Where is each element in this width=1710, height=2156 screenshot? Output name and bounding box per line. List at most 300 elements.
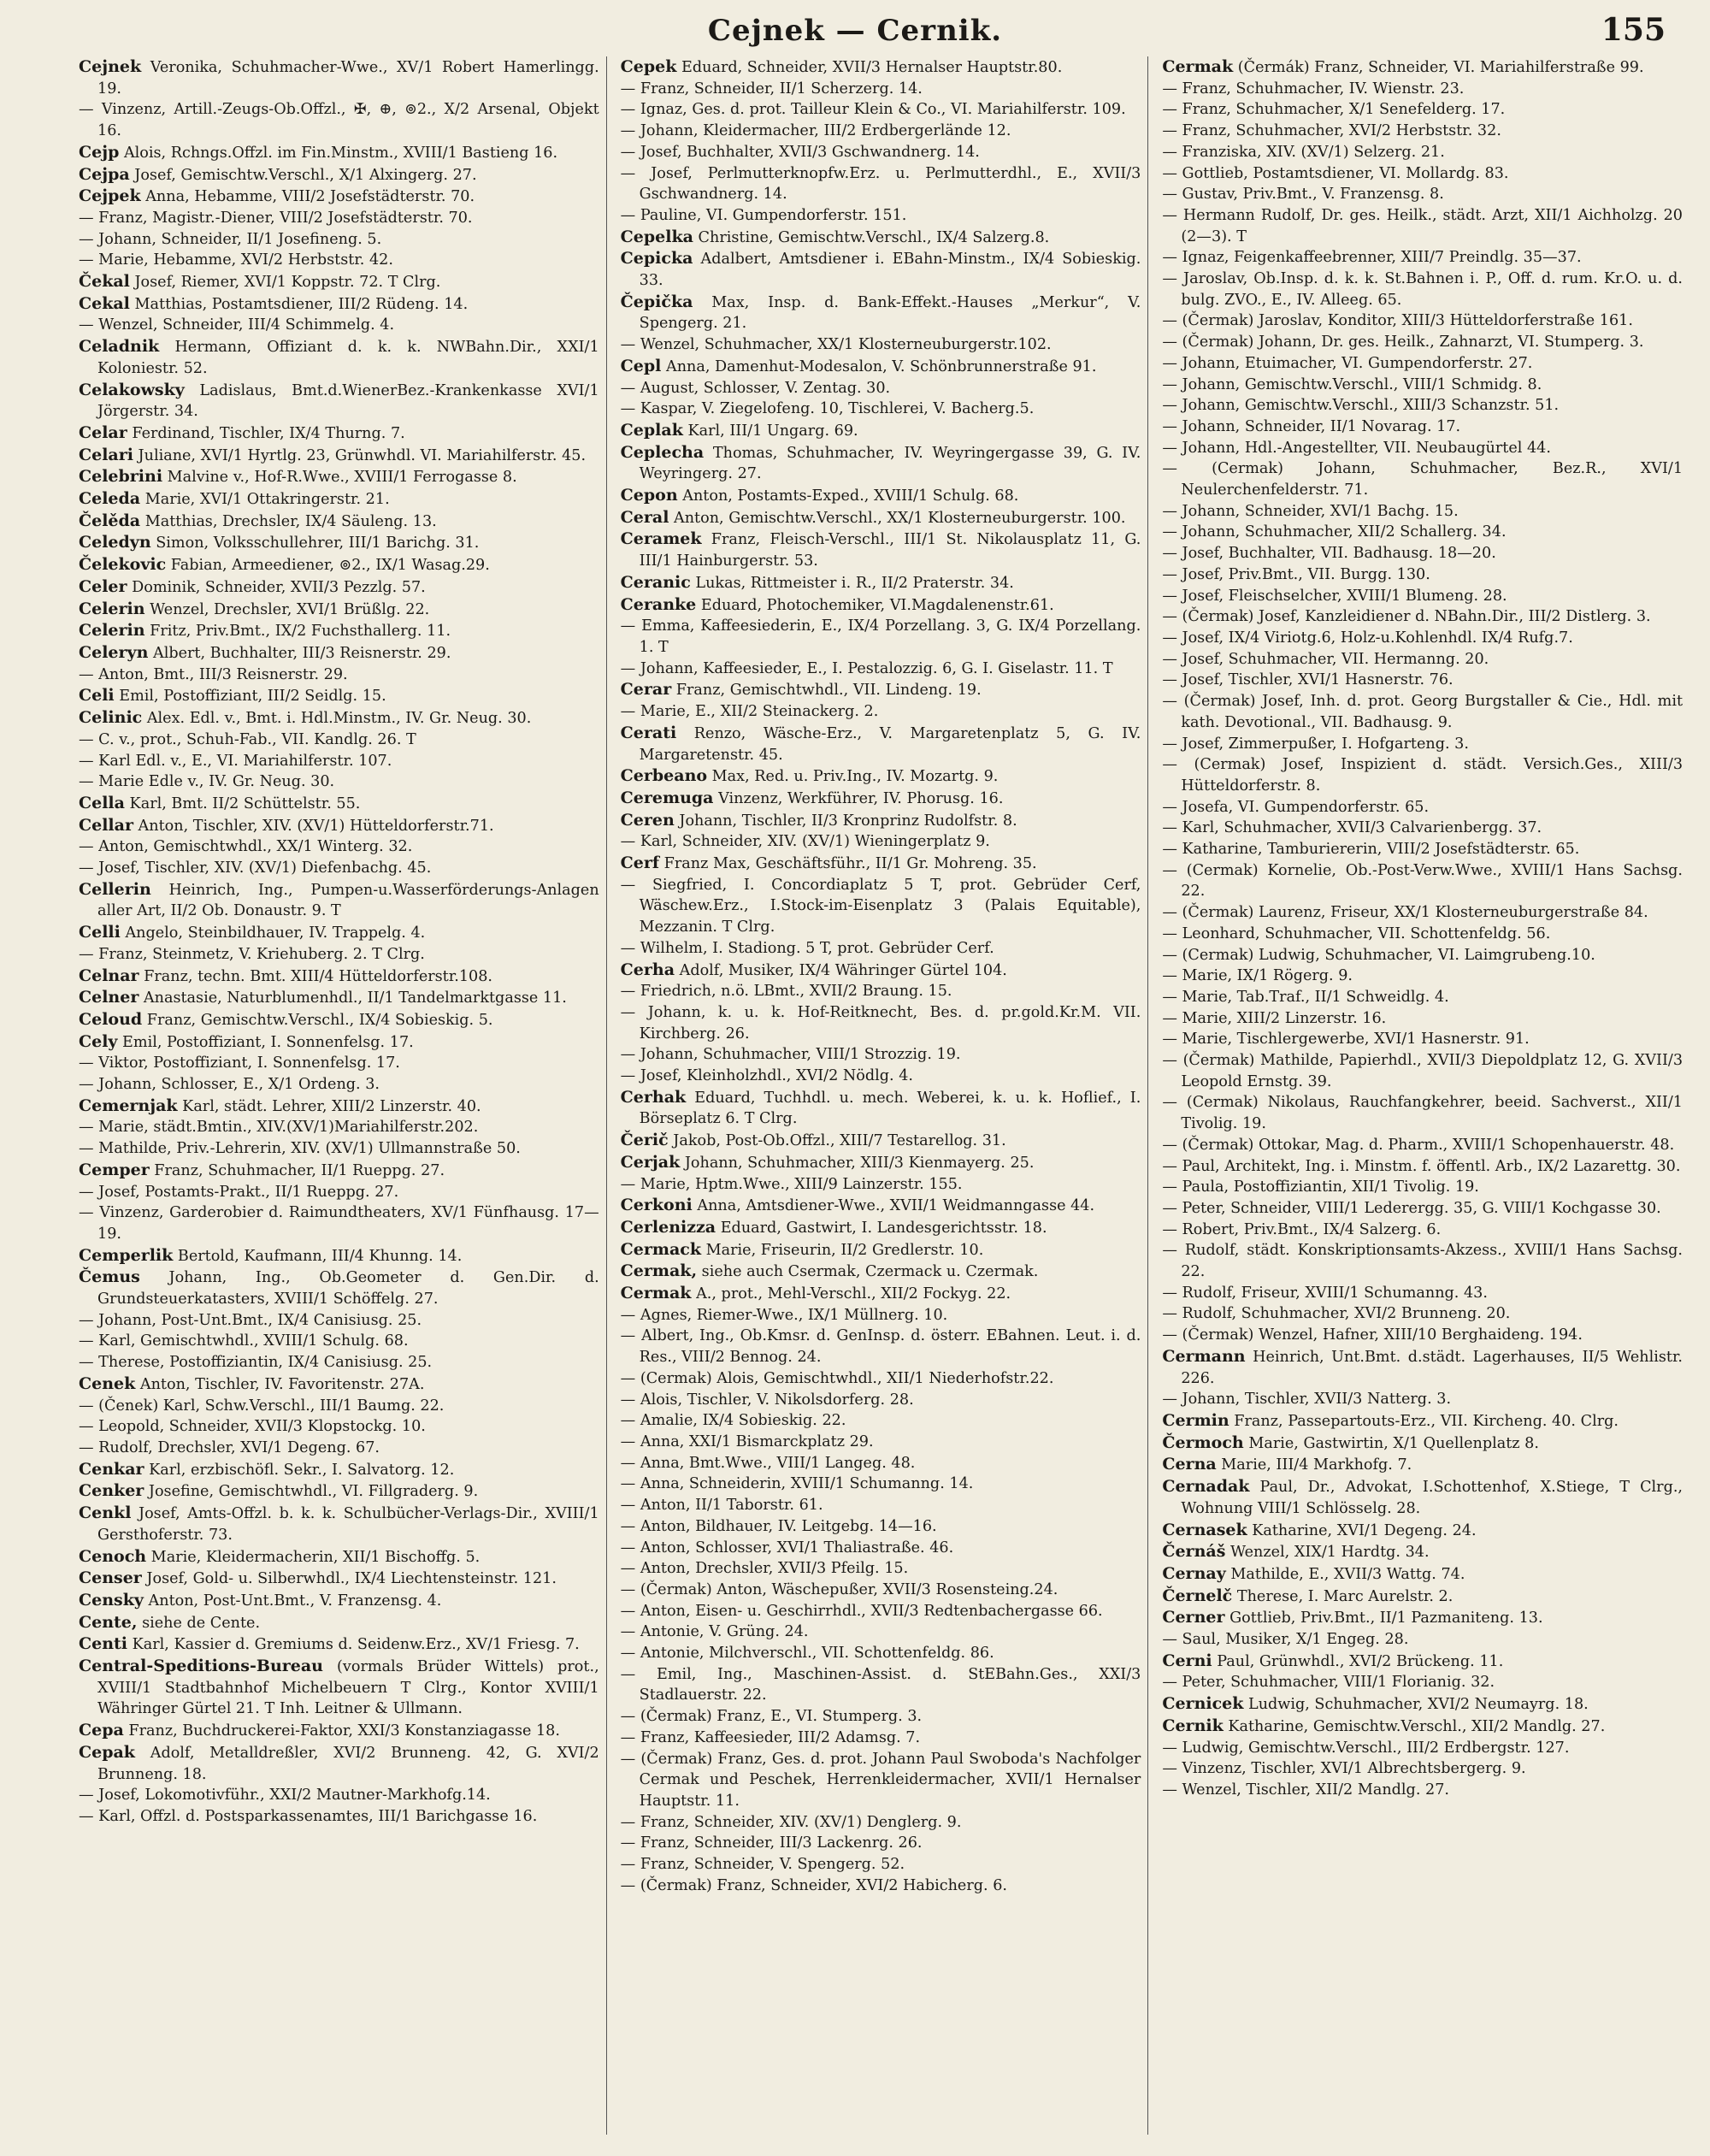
entry-text: — (Čermak) Josef, Kanzleidiener d. NBahn.Dir., III/2 Distlerg. 3. — [1162, 608, 1651, 626]
directory-entry — [79, 336, 599, 379]
directory-entry — [621, 1066, 1141, 1087]
entry-surname: Cerha — [620, 960, 675, 979]
directory-entry — [621, 1410, 1141, 1432]
directory-entry — [1162, 606, 1683, 628]
entry-text: Christine, Gemischtw.Verschl., IX/4 Salzerg.8. — [693, 228, 1050, 246]
directory-entry — [621, 1390, 1141, 1411]
entry-text: Fabian, Armeediener, ⊚2., IX/1 Wasag.29. — [166, 557, 490, 575]
directory-entry — [79, 1202, 599, 1244]
entry-surname: Cermak — [620, 1284, 692, 1303]
directory-entry — [1162, 1135, 1683, 1156]
directory-entry — [621, 938, 1141, 960]
entry-text: Karl, Bmt. II/2 Schüttelstr. 55. — [124, 794, 361, 812]
entry-text: — Johann, Schneider, II/1 Novarag. 17. — [1162, 417, 1461, 435]
entry-text: Anna, Damenhut-Modesalon, V. Schönbrunnerstraße 91. — [661, 357, 1097, 375]
directory-entry — [621, 1601, 1141, 1622]
entry-text: — Marie, städt.Bmtin., XIV.(XV/1)Mariahilferstr.202. — [79, 1119, 479, 1137]
entry-surname: Ceren — [620, 810, 675, 830]
entry-text: Angelo, Steinbildhauer, IV. Trappelg. 4. — [120, 924, 426, 942]
entry-surname: Cerhak — [620, 1087, 687, 1107]
entry-surname: Cenek — [79, 1373, 136, 1393]
entry-surname: Cerbeano — [620, 766, 708, 786]
directory-entry — [621, 1305, 1141, 1326]
entry-text: Franz, Passepartouts-Erz., VII. Kircheng. 40. Clrg. — [1229, 1413, 1619, 1430]
directory-entry — [1162, 1651, 1683, 1673]
directory-entry — [1162, 1303, 1683, 1325]
directory-entry — [79, 271, 599, 293]
entry-text: — Emma, Kaffeesiederin, E., IX/4 Porzellang. 3, G. IX/4 Porzellang. 1. T — [620, 617, 1141, 656]
entry-text: — (Cermak) Ludwig, Schuhmacher, VI. Laimgrubeng.10. — [1162, 946, 1595, 964]
entry-text: — Rudolf, städt. Konskriptionsamts-Akzess., XVIII/1 Hans Sachsg. 22. — [1162, 1242, 1683, 1281]
entry-text: Franz Max, Geschäftsführ., II/1 Gr. Mohreng. 35. — [659, 855, 1037, 873]
directory-entry — [621, 292, 1141, 334]
directory-entry — [621, 1706, 1141, 1728]
entry-text: — Anna, XXI/1 Bismarckplatz 29. — [620, 1433, 874, 1450]
directory-entry — [621, 1432, 1141, 1453]
entry-text: Alex. Edl. v., Bmt. i. Hdl.Minstm., IV. Gr. Neug. 30. — [142, 710, 532, 728]
entry-text: — Albert, Ing., Ob.Kmsr. d. GenInsp. d. österr. EBahnen. Leut. i. d. Res., VIII/2 Bennog. 24. — [620, 1327, 1141, 1367]
directory-entry — [79, 1352, 599, 1373]
entry-surname: Cejp — [79, 142, 120, 162]
directory-entry — [621, 99, 1141, 121]
directory-entry — [621, 1152, 1141, 1174]
directory-entry — [79, 1031, 599, 1054]
directory-entry — [79, 1480, 599, 1503]
entry-surname: Celli — [79, 923, 121, 942]
directory-entry — [1162, 1050, 1683, 1092]
entry-text: — Franz, Schuhmacher, XVI/2 Herbststr. 32. — [1162, 122, 1501, 140]
directory-entry — [79, 1785, 599, 1806]
directory-entry — [1162, 1563, 1683, 1586]
entry-text: Heinrich, Unt.Bmt. d.städt. Lagerhauses, II/5 Wehlistr. 226. — [1181, 1348, 1683, 1387]
entry-text: — Josef, IX/4 Viriotg.6, Holz-u.Kohlenhdl. IX/4 Rufg.7. — [1162, 629, 1573, 647]
entry-text: — Robert, Priv.Bmt., IX/4 Salzerg. 6. — [1162, 1220, 1442, 1238]
entry-text: Franz, Gemischtwhdl., VII. Lindeng. 19. — [671, 682, 982, 700]
entry-text: — Anton, Drechsler, XVII/3 Pfeilg. 15. — [620, 1560, 909, 1578]
entry-text: Matthias, Drechsler, IX/4 Säuleng. 13. — [140, 512, 437, 530]
entry-text: — (Čermak) Franz, Schneider, XVI/2 Habicherg. 6. — [620, 1876, 1007, 1894]
entry-text: — (Cermak) Nikolaus, Rauchfangkehrer, beeid. Sachverst., XII/1 Tivolig. 19. — [1162, 1094, 1683, 1133]
directory-entry — [1162, 1008, 1683, 1030]
entry-surname: Cepak — [79, 1742, 135, 1762]
entry-text: — Therese, Postoffiziantin, IX/4 Canisiusg. 25. — [79, 1354, 433, 1372]
entry-surname: Ceplak — [620, 420, 683, 440]
entry-surname: Cermin — [1162, 1411, 1229, 1430]
entry-text: — Johann, Kaffeesieder, E., I. Pestalozzig. 6, G. I. Giselastr. 11. T — [620, 659, 1113, 677]
entry-text: — Johann, Etuimacher, VI. Gumpendorferstr. 27. — [1162, 354, 1533, 372]
directory-entry — [1162, 1432, 1683, 1455]
entry-text: — Josef, Priv.Bmt., VII. Burgg. 130. — [1162, 565, 1430, 583]
entry-text: — (Čermak) Jaroslav, Konditor, XIII/3 Hütteldorferstraße 161. — [1162, 312, 1633, 330]
entry-text: — Anton, Bmt., III/3 Reisnerstr. 29. — [79, 665, 348, 683]
entry-text: Marie, Kleidermacherin, XII/1 Bischoffg. 5. — [146, 1548, 481, 1566]
entry-text: siehe de Cente. — [137, 1614, 261, 1632]
directory-entry — [1162, 1454, 1683, 1476]
entry-text: Johann, Ing., Ob.Geometer d. Gen.Dir. d. Grundsteuerkatasters, XVIII/1 Schöffelg. 27. — [97, 1269, 599, 1308]
entry-surname: Cermann — [1162, 1346, 1246, 1366]
entry-surname: Celi — [79, 686, 115, 706]
entry-text: Therese, I. Marc Aurelstr. 2. — [1232, 1587, 1454, 1605]
directory-entry — [79, 1074, 599, 1096]
directory-entry — [1162, 458, 1683, 500]
directory-entry — [621, 1875, 1141, 1897]
entry-surname: Celebrini — [79, 467, 163, 487]
entry-text: — (Čermak) Anton, Wäschepußer, XVII/3 Rosensteing.24. — [620, 1580, 1058, 1598]
entry-text: — Johann, k. u. k. Hof-Reitknecht, Bes. d. pr.gold.Kr.M. VII. Kirchberg. 26. — [620, 1003, 1141, 1043]
entry-text: — (Čermak) Wenzel, Hafner, XIII/10 Berghaideng. 194. — [1162, 1326, 1583, 1344]
directory-entry — [79, 164, 599, 186]
directory-entry — [79, 1806, 599, 1828]
directory-entry — [79, 488, 599, 511]
entry-text: — Siegfried, I. Concordiaplatz 5 T, prot. Gebrüder Cerf, Wäschew.Erz., I.Stock-im-Eisenplatz 3 (Palais Equitable), Mezzanin. T Clrg. — [620, 876, 1141, 936]
entry-surname: Cermak — [1162, 57, 1234, 76]
entry-text: Lukas, Rittmeister i. R., II/2 Praterstr. 34. — [690, 574, 1014, 592]
entry-surname: Cerna — [1162, 1455, 1217, 1474]
entry-text: — August, Schlosser, V. Zentag. 30. — [620, 379, 891, 397]
directory-entry — [621, 810, 1141, 832]
entry-text: Franz, Buchdruckerei-Faktor, XXI/3 Konstanziagasse 18. — [123, 1722, 560, 1740]
directory-entry — [621, 420, 1141, 442]
entry-text: — (Čermak) Ottokar, Mag. d. Pharm., XVIII/1 Schopenhauerstr. 48. — [1162, 1136, 1675, 1154]
entry-text: — Rudolf, Schuhmacher, XVI/2 Brunneng. 20. — [1162, 1305, 1511, 1323]
entry-text: Johann, Schuhmacher, XIII/3 Kienmayerg. 25. — [680, 1154, 1035, 1172]
directory-entry — [621, 1538, 1141, 1559]
entry-surname: Čelěda — [79, 511, 141, 530]
directory-entry — [79, 987, 599, 1009]
entry-surname: Ceplecha — [620, 442, 705, 462]
entry-text: Anna, Amtsdiener-Wwe., XVII/1 Weidmanngasse 44. — [692, 1197, 1095, 1215]
entry-text: Fritz, Priv.Bmt., IX/2 Fuchsthallerg. 11. — [144, 623, 451, 641]
directory-entry — [621, 1283, 1141, 1305]
entry-text: Jakob, Post-Ob.Offzl., XIII/7 Testarellog. 31. — [668, 1132, 1006, 1150]
entry-text: — Marie, Hebamme, XVI/2 Herbststr. 42. — [79, 251, 393, 269]
entry-text: — (Čermak) Laurenz, Friseur, XX/1 Klosterneuburgerstraße 84. — [1162, 904, 1648, 922]
directory-entry — [1162, 860, 1683, 902]
entry-text: — Kaspar, V. Ziegelofeng. 10, Tischlerei, V. Bacherg.5. — [620, 400, 1035, 418]
entry-text: — Josef, Schuhmacher, VII. Hermanng. 20. — [1162, 650, 1489, 668]
entry-surname: Čepička — [620, 292, 693, 311]
directory-entry — [79, 554, 599, 576]
entry-text: — Josef, Buchhalter, VII. Badhausg. 18—20. — [1162, 545, 1496, 563]
entry-text: Karl, III/1 Ungarg. 69. — [682, 422, 858, 440]
directory-entry — [79, 793, 599, 815]
directory-entry — [79, 1009, 599, 1031]
directory-entry — [79, 576, 599, 599]
directory-entry — [1162, 1716, 1683, 1738]
directory-entry — [79, 858, 599, 879]
directory-entry — [621, 1664, 1141, 1706]
entry-surname: Censky — [79, 1590, 144, 1610]
directory-entry — [621, 875, 1141, 938]
directory-entry — [621, 79, 1141, 100]
directory-entry — [621, 1833, 1141, 1854]
entry-text: — Rudolf, Drechsler, XVI/1 Degeng. 67. — [79, 1439, 380, 1456]
entry-surname: Cerjak — [620, 1152, 681, 1172]
entry-text: — Katharine, Tamburiererin, VIII/2 Josefstädterstr. 65. — [1162, 841, 1580, 859]
entry-surname: Ceranke — [620, 594, 697, 614]
directory-entry — [79, 729, 599, 751]
entry-text: — (Cermak) Kornelie, Ob.-Post-Verw.Wwe., XVIII/1 Hans Sachsg. 22. — [1162, 861, 1683, 901]
entry-text: — Anton, Bildhauer, IV. Leitgebg. 14—16. — [620, 1517, 937, 1535]
entry-surname: Cernik — [1162, 1716, 1224, 1735]
entry-text: — Ludwig, Gemischtw.Verschl., III/2 Erdbergstr. 127. — [1162, 1739, 1570, 1757]
entry-surname: Ceranic — [620, 572, 691, 592]
entry-text: — Johann, Gemischtw.Verschl., VIII/1 Schmidg. 8. — [1162, 375, 1542, 393]
entry-surname: Cejnek — [79, 57, 142, 76]
entry-surname: Cerar — [620, 680, 672, 700]
directory-entry — [1162, 734, 1683, 755]
directory-entry — [79, 642, 599, 665]
entry-surname: Cella — [79, 793, 125, 812]
directory-entry — [621, 1558, 1141, 1580]
entry-text: Adolf, Metalldreßler, XVI/2 Brunneng. 42, G. XVI/2 Brunneng. 18. — [97, 1744, 599, 1783]
entry-text: — (Čermak) Mathilde, Papierhdl., XVII/3 Diepoldplatz 12, G. XVII/3 Leopold Ernstg. 39. — [1162, 1052, 1683, 1090]
entry-text: — Johann, Gemischtw.Verschl., XIII/3 Schanzstr. 51. — [1162, 397, 1560, 415]
entry-text: Josef, Amts-Offzl. b. k. k. Schulbücher-Verlags-Dir., XVIII/1 Gersthoferstr. 73. — [97, 1505, 599, 1544]
entry-text: — Vinzenz, Tischler, XVI/1 Albrechtsbergerg. 9. — [1162, 1760, 1526, 1778]
directory-entry — [1162, 332, 1683, 353]
directory-entry — [79, 1138, 599, 1160]
entry-text: — Josef, Tischler, XIV. (XV/1) Diefenbachg. 45. — [79, 859, 432, 877]
directory-entry — [1162, 269, 1683, 310]
entry-surname: Cernay — [1162, 1563, 1226, 1583]
directory-entry — [1162, 184, 1683, 205]
directory-entry — [79, 836, 599, 858]
directory-entry — [1162, 501, 1683, 523]
entry-text: Max, Insp. d. Bank-Effekt.-Hauses „Merkur“, V. Spengerg. 21. — [639, 293, 1141, 333]
directory-entry — [621, 1621, 1141, 1643]
entry-surname: Cemperlik — [79, 1245, 174, 1265]
entry-surname: Cenkar — [79, 1459, 144, 1479]
directory-entry — [1162, 1029, 1683, 1050]
entry-surname: Censer — [79, 1568, 142, 1588]
entry-text: — Anna, Bmt.Wwe., VIII/1 Langeg. 48. — [620, 1454, 916, 1472]
entry-text: — Josef, Postamts-Prakt., II/1 Rueppg. 27. — [79, 1183, 399, 1201]
directory-entry — [1162, 1607, 1683, 1629]
entry-text: Gottlieb, Priv.Bmt., II/1 Pazmaniteng. 13. — [1224, 1610, 1543, 1627]
entry-text: — (Čenek) Karl, Schw.Verschl., III/1 Baumg. 22. — [79, 1397, 445, 1415]
entry-text: — Franz, Schneider, XIV. (XV/1) Denglerg. 9. — [620, 1813, 962, 1831]
directory-entry — [1162, 1389, 1683, 1410]
directory-entry — [1162, 754, 1683, 796]
entry-surname: Celeryn — [79, 642, 149, 662]
entry-text: Josef, Riemer, XVI/1 Koppstr. 72. T Clrg. — [129, 274, 441, 292]
entry-surname: Cermak, — [620, 1261, 698, 1281]
directory-entry — [621, 1002, 1141, 1044]
directory-entry — [1162, 987, 1683, 1008]
entry-text: Paul, Grünwhdl., XVI/2 Brückeng. 11. — [1212, 1652, 1504, 1670]
directory-entry — [79, 1373, 599, 1396]
entry-text: — Johann, Tischler, XVII/3 Natterg. 3. — [1162, 1391, 1452, 1409]
entry-text: — Viktor, Postoffiziant, I. Sonnenfelsg. 17. — [79, 1054, 400, 1072]
directory-entry — [1162, 628, 1683, 649]
entry-surname: Cenoch — [79, 1546, 147, 1566]
entry-text: — Gottlieb, Postamtsdiener, VI. Mollardg. 83. — [1162, 164, 1509, 182]
directory-entry — [621, 788, 1141, 810]
entry-text: — Jaroslav, Ob.Insp. d. k. k. St.Bahnen i. P., Off. d. rum. Kr.O. u. d. bulg. ZVO., E., IV. Alleeg. 65. — [1162, 270, 1683, 309]
entry-text: Franz, Schuhmacher, II/1 Rueppg. 27. — [149, 1161, 445, 1179]
entry-text: Marie, Friseurin, II/2 Gredlerstr. 10. — [701, 1241, 984, 1259]
entry-surname: Centi — [79, 1634, 128, 1654]
directory-entry — [621, 853, 1141, 875]
entry-text: — Anton, II/1 Taborstr. 61. — [620, 1497, 823, 1515]
entry-surname: Cemper — [79, 1160, 150, 1179]
entry-text: Adolf, Musiker, IX/4 Währinger Gürtel 104. — [675, 961, 1007, 979]
directory-entry — [1162, 375, 1683, 396]
directory-entry — [621, 1453, 1141, 1474]
directory-entry — [79, 532, 599, 554]
directory-entry — [79, 1503, 599, 1545]
directory-entry — [1162, 56, 1683, 79]
entry-surname: Celoud — [79, 1009, 143, 1029]
entry-text: — Marie, Hptm.Wwe., XIII/9 Lainzerstr. 155. — [620, 1175, 963, 1193]
entry-surname: Cellar — [79, 815, 133, 835]
entry-text: (Čermák) Franz, Schneider, VI. Mariahilferstraße 99. — [1233, 59, 1644, 76]
entry-text: Hermann, Offiziant d. k. k. NWBahn.Dir., XXI/1 Koloniestr. 52. — [97, 339, 599, 377]
directory-entry — [79, 422, 599, 445]
directory-entry — [621, 572, 1141, 594]
entry-text: A., prot., Mehl-Verschl., XII/2 Fockyg. 22. — [691, 1285, 1011, 1303]
entry-text: Josef, Gold- u. Silberwhdl., IX/4 Liechtensteinstr. 121. — [141, 1570, 557, 1588]
entry-text: — Anton, Gemischtwhdl., XX/1 Winterg. 32. — [79, 838, 413, 856]
directory-entry — [1162, 818, 1683, 839]
directory-entry — [79, 1633, 599, 1656]
entry-text: Anastasie, Naturblumenhdl., II/1 Tandelmarktgasse 11. — [139, 989, 567, 1007]
directory-entry — [79, 944, 599, 966]
entry-surname: Celedyn — [79, 533, 151, 552]
directory-entry — [79, 250, 599, 271]
entry-text: Alois, Rchngs.Offzl. im Fin.Minstm., XVIII/1 Bastieng 16. — [119, 144, 558, 162]
entry-text: — Karl, Schuhmacher, XVII/3 Calvarienbergg. 37. — [1162, 819, 1542, 837]
directory-entry — [621, 1239, 1141, 1261]
entry-text: Renzo, Wäsche-Erz., V. Margaretenplatz 5, G. IV. Margaretenstr. 45. — [639, 724, 1141, 764]
entry-text: — Wilhelm, I. Stadiong. 5 T, prot. Gebrüder Cerf. — [620, 939, 994, 957]
directory-entry — [621, 765, 1141, 788]
entry-text: — (Cermak) Josef, Inspizient d. städt. Versich.Ges., XIII/3 Hütteldorferstr. 8. — [1162, 756, 1683, 794]
directory-entry — [79, 1568, 599, 1590]
directory-entry — [1162, 416, 1683, 438]
entry-surname: Cepon — [620, 486, 678, 505]
directory-entry — [79, 1590, 599, 1612]
directory-entry — [79, 142, 599, 164]
entry-text: Vinzenz, Werkführer, IV. Phorusg. 16. — [713, 789, 1004, 807]
directory-entry — [79, 1331, 599, 1352]
entry-text: — Marie, E., XII/2 Steinackerg. 2. — [620, 703, 879, 721]
directory-entry — [621, 248, 1141, 291]
entry-text: Marie, XVI/1 Ottakringerstr. 21. — [140, 491, 390, 509]
entry-text: — Johann, Hdl.-Angestellter, VII. Neubaugürtel 44. — [1162, 439, 1551, 457]
directory-entry — [1162, 1220, 1683, 1241]
directory-entry — [1162, 438, 1683, 459]
directory-entry — [79, 1053, 599, 1074]
entry-text: Eduard, Tuchhdl. u. mech. Weberei, k. u. k. Hoflief., I. Börseplatz 6. T Clrg. — [639, 1089, 1141, 1128]
entry-text: — Josef, Fleischselcher, XVIII/1 Blumeng. 28. — [1162, 587, 1507, 605]
directory-entry — [621, 1812, 1141, 1834]
entry-surname: Cerni — [1162, 1651, 1212, 1670]
entry-text: — Paula, Postoffiziantin, XII/1 Tivolig. 19. — [1162, 1178, 1479, 1196]
directory-entry — [1162, 1198, 1683, 1220]
directory-entry — [79, 466, 599, 488]
entry-surname: Cernicek — [1162, 1694, 1244, 1714]
directory-entry — [79, 229, 599, 251]
entry-text: — (Čermak) Johann, Dr. ges. Heilk., Zahnarzt, VI. Stumperg. 3. — [1162, 334, 1644, 351]
directory-entry — [79, 511, 599, 533]
directory-entry — [79, 1416, 599, 1438]
entry-surname: Cerner — [1162, 1608, 1225, 1627]
entry-text: Veronika, Schuhmacher-Wwe., XV/1 Robert Hamerlingg. 19. — [97, 59, 599, 97]
entry-surname: Cepa — [79, 1721, 124, 1740]
entry-text: (vormals Brüder Wittels) prot., XVIII/1 Stadtbahnhof Michelbeuern T Clrg., Kontor XVIII/1 Währinger Gürtel 21. T Inh. Leitner & Ullmann. — [97, 1658, 599, 1718]
directory-entry — [621, 831, 1141, 853]
entry-surname: Čemus — [79, 1267, 140, 1287]
directory-entry — [1162, 1586, 1683, 1608]
entry-text: — Josef, Buchhalter, XVII/3 Gschwandnerg. 14. — [620, 143, 980, 161]
entry-text: — Karl, Schneider, XIV. (XV/1) Wieningerplatz 9. — [620, 833, 990, 851]
directory-entry — [1162, 1240, 1683, 1282]
entry-surname: Ceral — [620, 507, 669, 527]
directory-entry — [1162, 353, 1683, 375]
entry-text: — Marie Edle v., IV. Gr. Neug. 30. — [79, 773, 335, 791]
directory-entry — [621, 1326, 1141, 1367]
entry-surname: Cemernjak — [79, 1096, 178, 1115]
entry-text: Albert, Buchhalter, III/3 Reisnerstr. 29. — [148, 644, 451, 662]
directory-entry — [621, 1749, 1141, 1812]
directory-entry — [79, 99, 599, 141]
directory-entry — [1162, 79, 1683, 100]
directory-entry — [79, 315, 599, 336]
directory-entry — [79, 380, 599, 422]
directory-entry — [79, 1720, 599, 1742]
directory-entry — [79, 1656, 599, 1720]
entry-text: — Josef, Perlmutterknopfw.Erz. u. Perlmutterdhl., E., XVII/3 Gschwandnerg. 14. — [620, 164, 1141, 204]
directory-entry — [1162, 310, 1683, 332]
entry-surname: Černelč — [1162, 1586, 1233, 1605]
entry-text: — Johann, Schuhmacher, XII/2 Schallerg. 34. — [1162, 523, 1507, 541]
directory-entry — [1162, 1346, 1683, 1389]
entry-text: — Franz, Schuhmacher, X/1 Senefelderg. 17. — [1162, 101, 1506, 119]
directory-entry — [79, 599, 599, 621]
entry-text: — Ignaz, Feigenkaffeebrenner, XIII/7 Preindlg. 35—37. — [1162, 249, 1582, 267]
directory-entry — [79, 1742, 599, 1785]
directory-entry — [621, 1474, 1141, 1495]
directory-entry — [79, 966, 599, 988]
entry-text: Max, Red. u. Priv.Ing., IV. Mozartg. 9. — [707, 768, 999, 786]
entry-text: Marie, III/4 Markhofg. 7. — [1216, 1456, 1412, 1474]
entry-text: Franz, Fleisch-Verschl., III/1 St. Nikolausplatz 11, G. III/1 Hainburgerstr. 53. — [639, 531, 1141, 570]
directory-entry — [621, 1495, 1141, 1516]
directory-entry — [621, 701, 1141, 723]
directory-entry — [621, 1516, 1141, 1538]
entry-surname: Celerin — [79, 599, 145, 618]
directory-entry — [1162, 395, 1683, 416]
entry-surname: Cermack — [620, 1239, 702, 1259]
directory-entry — [621, 1195, 1141, 1217]
entry-surname: Cenker — [79, 1481, 144, 1501]
directory-column-1 — [79, 56, 607, 2135]
entry-text: Emil, Postoffiziant, I. Sonnenfelsg. 17. — [117, 1033, 414, 1051]
directory-entry — [1162, 99, 1683, 121]
directory-entry — [1162, 247, 1683, 269]
entry-text: — Gustav, Priv.Bmt., V. Franzensg. 8. — [1162, 186, 1444, 204]
directory-entry — [621, 723, 1141, 765]
entry-text: — (Čermak) Franz, Ges. d. prot. Johann Paul Swoboda's Nachfolger Cermak und Peschek, Herrenkleidermacher, XVII/1 Hernalser Hauptstr. 11. — [620, 1750, 1141, 1810]
entry-text: Simon, Volksschullehrer, III/1 Barichg. 31. — [150, 535, 480, 552]
entry-text: Paul, Dr., Advokat, I.Schottenhof, X.Stiege, T Clrg., Wohnung VIII/1 Schlösselg. 28. — [1181, 1479, 1683, 1517]
directory-entry — [621, 121, 1141, 142]
entry-surname: Celari — [79, 445, 133, 464]
entry-text: — Peter, Schneider, VIII/1 Lederergg. 35, G. VIII/1 Kochgasse 30. — [1162, 1199, 1661, 1217]
directory-entry — [1162, 1672, 1683, 1693]
